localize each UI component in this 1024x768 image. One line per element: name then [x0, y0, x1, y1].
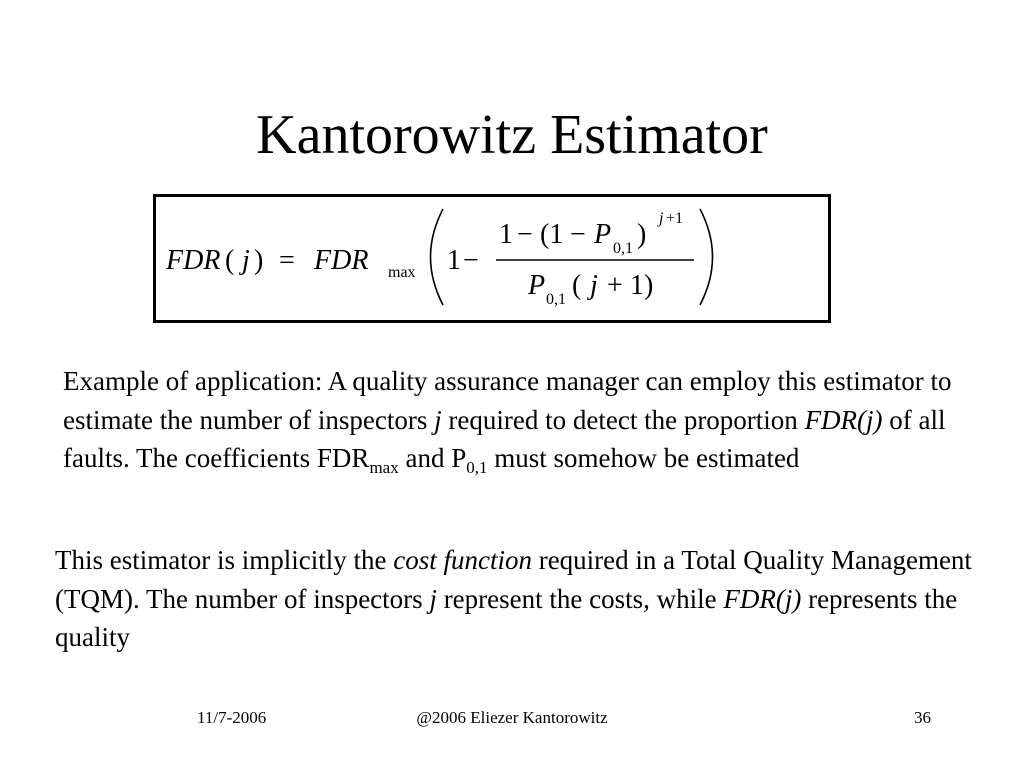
formula-rhs-fdr: FDR [314, 245, 369, 276]
footer-date: 11/7-2006 [197, 708, 267, 727]
application-example-paragraph [63, 362, 963, 478]
formula-num-p-sub: 0,1 [613, 240, 633, 257]
p1-text-3: of all faults. The coefficients FDR [63, 404, 946, 473]
p1-sub-01: 0,1 [466, 458, 488, 477]
formula-lhs-fdr: FDR [166, 245, 221, 276]
formula-den-p-sub: 0,1 [546, 291, 566, 308]
slide-title: Kantorowitz Estimator [256, 104, 768, 166]
footer-copyright: @2006 Eliezer Kantorowitz [416, 708, 608, 727]
cost-function-paragraph [55, 541, 985, 657]
p1-text-1: Example of application: A quality assurance manager can employ this estimator to estimate the number of inspectors [63, 366, 952, 435]
formula-lhs-close: ) [254, 245, 264, 276]
formula-num-p: P [594, 219, 612, 250]
formula-rhs-sub: max [388, 264, 416, 281]
formula-num-minus: − [517, 219, 533, 250]
formula-equals: = [279, 245, 295, 276]
formula-minus: − [463, 245, 479, 276]
p2-cost-function: cost function [393, 545, 532, 575]
formula-big-paren-right [700, 209, 713, 305]
formula-num-paren-close: ) [637, 219, 647, 250]
p2-variable-j: j [429, 583, 437, 614]
formula-den-p: P [528, 270, 546, 301]
p1-text-5: must somehow be estimated [487, 443, 800, 473]
p2-text-2: required in a Total Quality Management (TQM). The number of inspectors [55, 545, 972, 614]
formula-num-exp-rest: +1 [666, 210, 684, 227]
formula-num-minus2: − [570, 219, 586, 250]
p2-text-4: represents the quality [55, 583, 958, 652]
formula-den-one-close: 1) [630, 270, 654, 301]
footer-page-number: 36 [914, 708, 931, 727]
formula-num-exp-j: j [659, 210, 664, 227]
formula-lhs-open: ( [225, 245, 235, 276]
formula-lhs-j: j [242, 245, 250, 276]
formula-den-plus: + [607, 270, 623, 301]
p2-fdrj: FDR(j) [723, 583, 802, 614]
p2-text-1: This estimator is implicitly the [55, 545, 394, 575]
formula-den-open: ( [572, 270, 582, 301]
p1-text-2: required to detect the proportion [441, 404, 805, 435]
formula-num-paren-open: (1 [540, 219, 564, 250]
p1-variable-j: j [434, 404, 442, 435]
p1-text-4: and P [398, 443, 467, 473]
formula-box [153, 194, 831, 323]
formula-one: 1 [447, 245, 461, 276]
formula-equation [156, 197, 828, 320]
formula-den-j: j [590, 270, 598, 301]
p1-fdrj: FDR(j) [804, 404, 883, 435]
p2-text-3: represent the costs, while [436, 583, 724, 614]
formula-num-one: 1 [499, 219, 513, 250]
formula-big-paren-left [431, 209, 444, 305]
p1-sub-max: max [369, 458, 399, 477]
